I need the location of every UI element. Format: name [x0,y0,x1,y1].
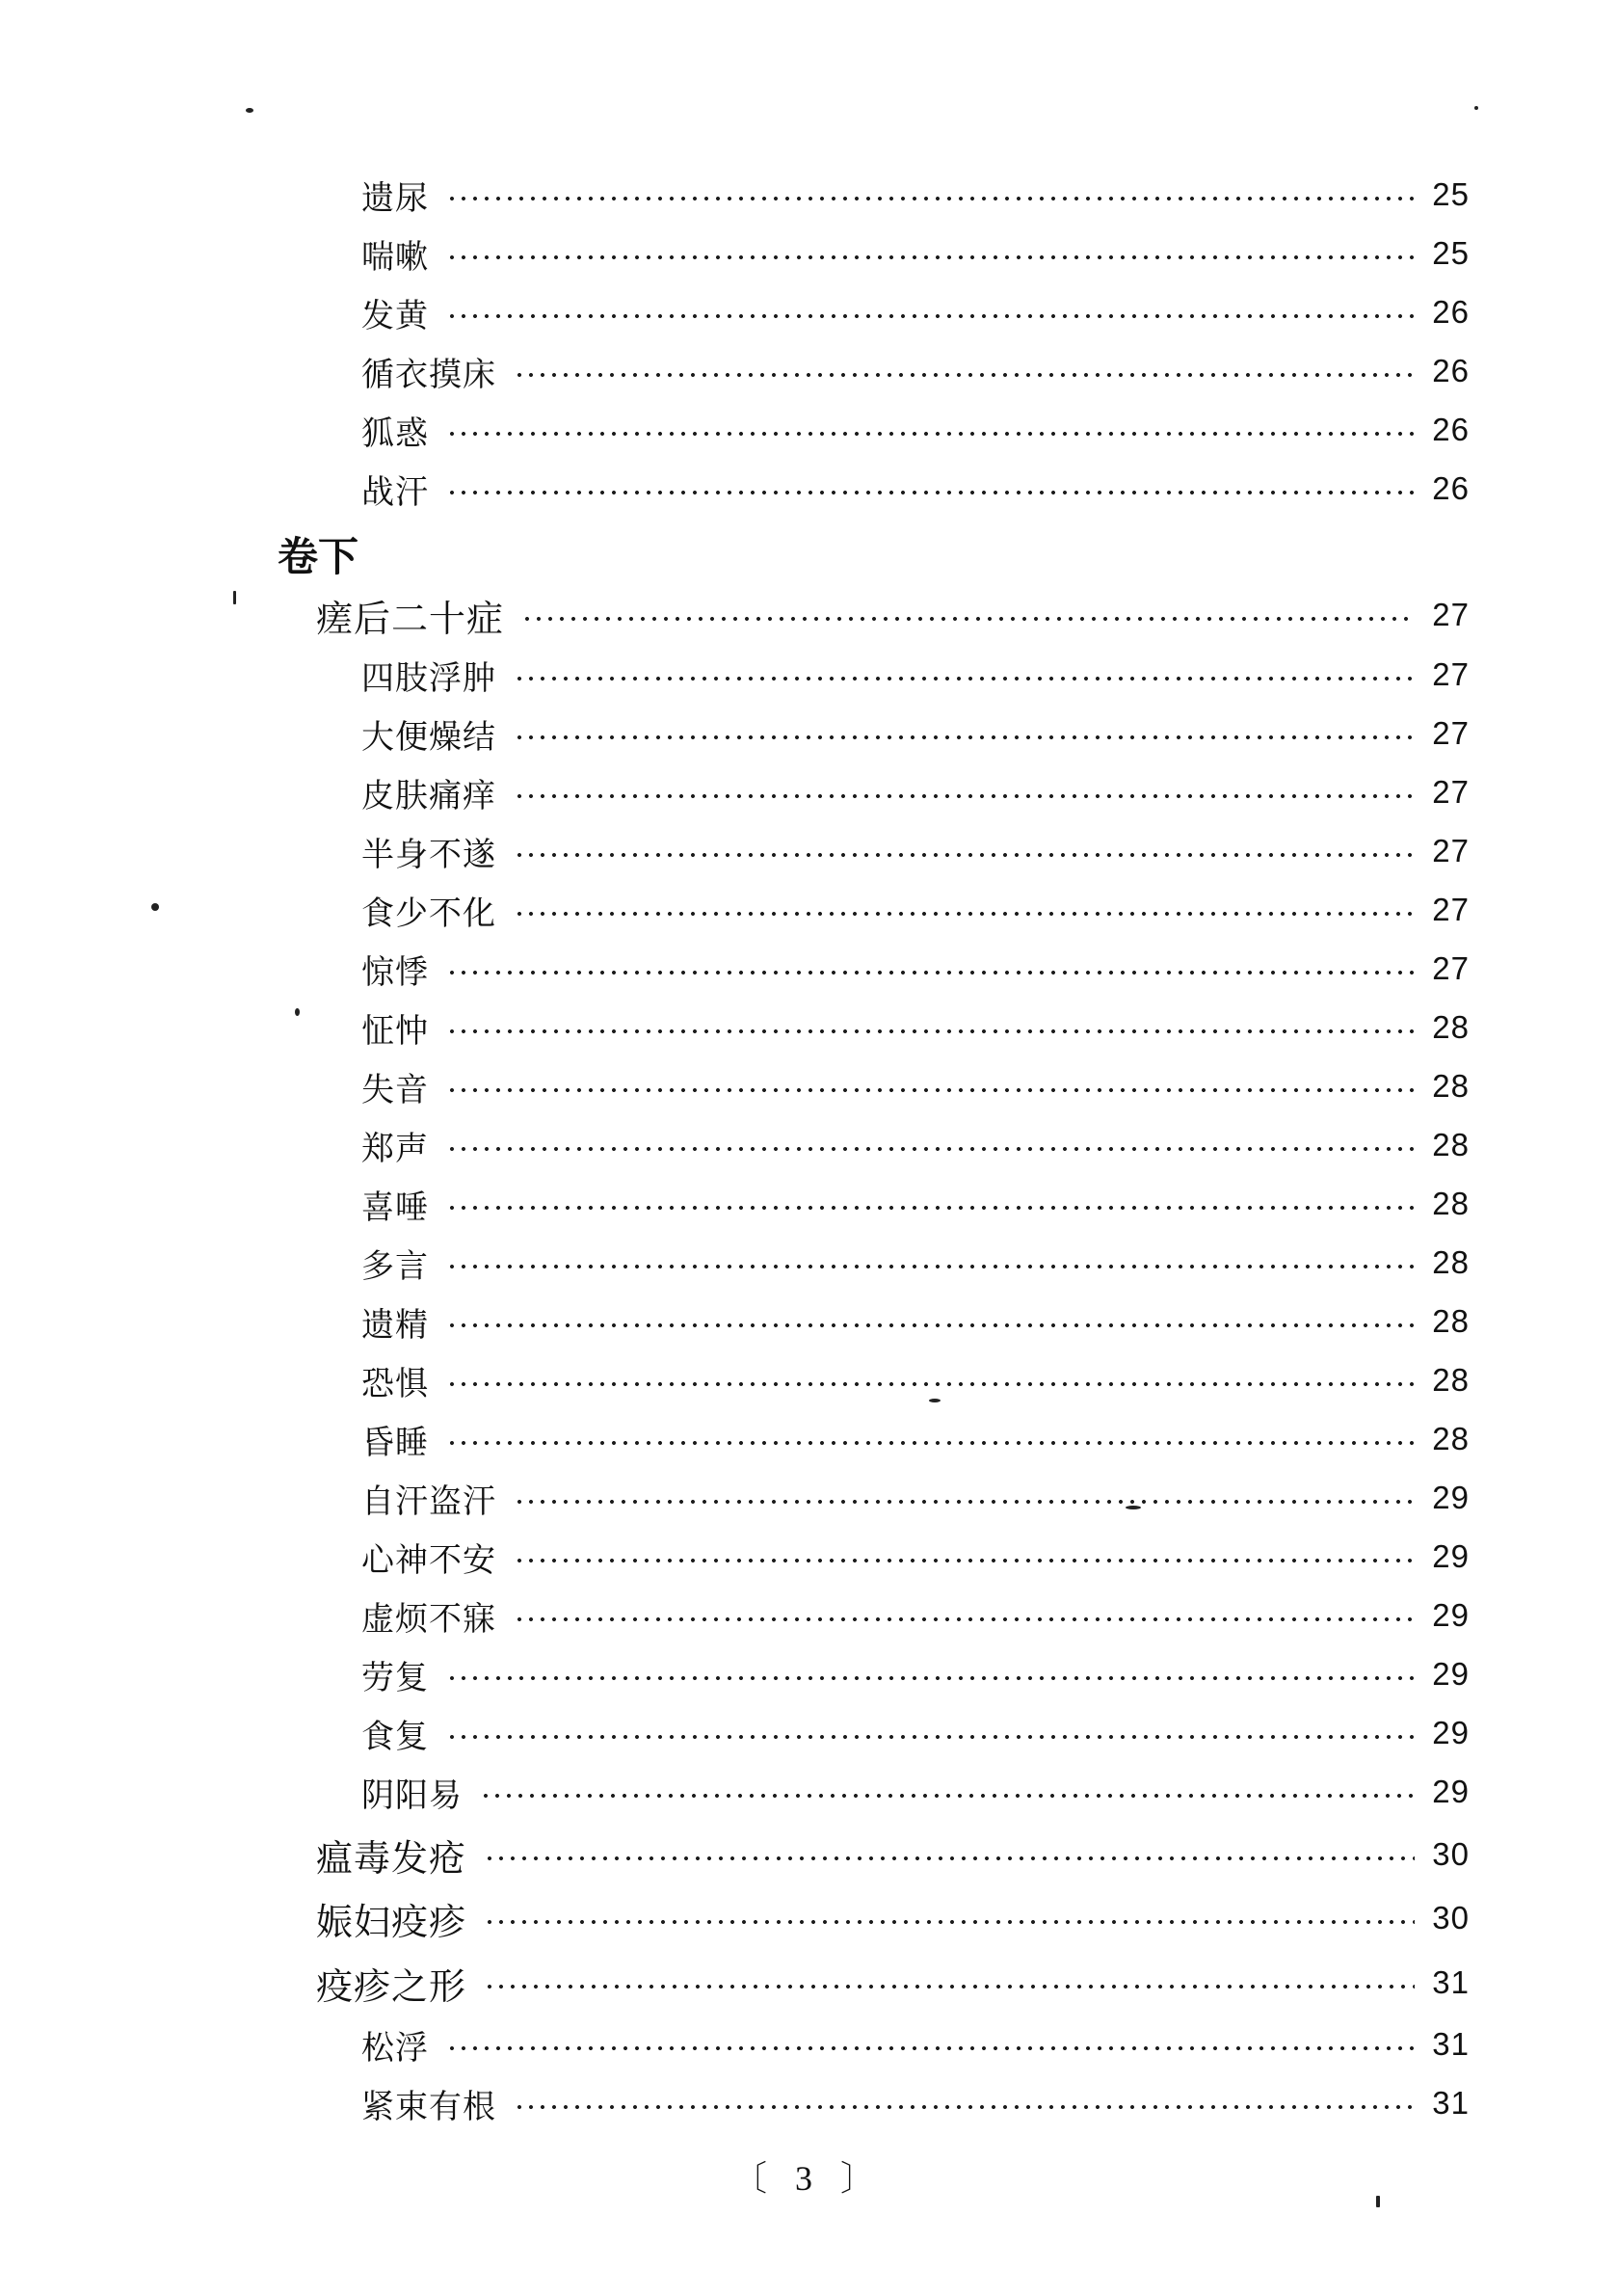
toc-entry-page: 28 [1432,1186,1470,1221]
toc-entry-label: 遗尿 [361,178,429,218]
dot-leader [514,793,1415,799]
dot-leader [484,1984,1415,1989]
toc-entry[interactable] [361,1649,1470,1699]
dot-leader [446,313,1415,319]
toc-entry-page: 30 [1432,1836,1470,1872]
toc-entry[interactable] [361,1120,1470,1170]
toc-entry[interactable] [361,1414,1470,1464]
dot-leader [484,1855,1415,1861]
toc-entry-label: 食复 [361,1717,429,1756]
toc-entry[interactable] [361,1708,1470,1758]
toc-entry-label: 郑声 [361,1129,429,1168]
toc-entry[interactable] [361,1532,1470,1582]
toc-entry[interactable] [361,708,1470,759]
toc-entry[interactable] [361,287,1470,337]
toc-entry-label: 怔忡 [361,1011,429,1051]
dot-leader [514,676,1415,681]
dot-leader [446,1440,1415,1446]
toc-entry-page: 31 [1432,2085,1470,2121]
toc-top-entry[interactable] [316,1829,1470,1880]
toc-entry-page: 28 [1432,1244,1470,1280]
dot-leader [521,616,1415,622]
dot-leader [446,1322,1415,1328]
toc-entry-label: 皮肤痛痒 [361,776,496,815]
scan-speck [295,1008,300,1016]
toc-entry-page: 31 [1432,2026,1470,2062]
dot-leader [446,254,1415,260]
toc-entry-page: 27 [1432,950,1470,986]
dot-leader [446,1146,1415,1152]
toc-entry-page: 26 [1432,353,1470,388]
toc-entry[interactable] [361,826,1470,876]
toc-entry[interactable] [361,650,1470,700]
toc-entry-label: 遗精 [361,1305,429,1345]
dot-leader [446,431,1415,437]
toc-entry-label: 战汗 [361,472,429,512]
dot-leader [446,970,1415,975]
toc-entry-page: 31 [1432,1964,1470,2000]
dot-leader [446,1205,1415,1211]
toc-entry-label: 四肢浮肿 [361,658,496,698]
dot-leader [484,1919,1415,1925]
toc-entry[interactable] [361,464,1470,514]
toc-entry-label: 昏睡 [361,1423,429,1462]
dot-leader [514,852,1415,858]
scan-speck [929,1399,941,1402]
scan-speck [1474,106,1478,110]
toc-entry[interactable] [361,885,1470,935]
toc-entry-label: 瘟毒发疮 [316,1836,467,1880]
toc-entry-label: 失音 [361,1070,429,1109]
toc-entry-label: 半身不遂 [361,835,496,874]
toc-top-entry[interactable] [316,1958,1470,2008]
toc-entry[interactable] [361,1002,1470,1053]
toc-entry[interactable] [361,1179,1470,1229]
toc-entry-page: 25 [1432,176,1470,212]
toc-entry-label: 惊悸 [361,952,429,992]
toc-entry-label: 紧束有根 [361,2087,496,2126]
toc-entry[interactable] [361,1238,1470,1288]
toc-entry-page: 28 [1432,1127,1470,1162]
toc-entry[interactable] [361,1473,1470,1523]
dot-leader [514,734,1415,740]
toc-entry[interactable] [361,1355,1470,1405]
dot-leader [514,2104,1415,2110]
toc-entry-label: 食少不化 [361,894,496,933]
scan-speck [233,591,236,604]
toc-entry-page: 28 [1432,1068,1470,1104]
toc-entry-label: 恐惧 [361,1364,429,1403]
toc-entry-page: 28 [1432,1303,1470,1339]
toc-entry[interactable] [361,405,1470,455]
dot-leader [446,1734,1415,1740]
dot-leader [446,2045,1415,2051]
dot-leader [514,372,1415,378]
toc-entry-label: 喘嗽 [361,237,429,277]
dot-leader [514,1499,1415,1505]
toc-entry[interactable] [361,170,1470,220]
toc-entry-page: 25 [1432,235,1470,271]
toc-entry-page: 28 [1432,1362,1470,1398]
section-heading: 卷下 [278,533,359,580]
toc-entry-page: 27 [1432,892,1470,927]
toc-entry[interactable] [361,1767,1470,1817]
toc-entry-page: 27 [1432,774,1470,810]
toc-entry-page: 29 [1432,1774,1470,1809]
toc-entry-page: 29 [1432,1538,1470,1574]
dot-leader [446,490,1415,495]
toc-entry-label: 狐惑 [361,414,429,453]
scan-speck [1126,1506,1141,1509]
dot-leader [446,1675,1415,1681]
scan-speck [1376,2196,1380,2207]
toc-entry-label: 阴阳易 [361,1775,463,1815]
dot-leader [514,1558,1415,1563]
toc-heading-entry[interactable] [316,590,1470,640]
scan-speck [151,903,159,911]
toc-entry-label: 娠妇疫疹 [316,1900,467,1943]
dot-leader [514,911,1415,917]
toc-entry-label: 大便燥结 [361,717,496,757]
dot-leader [446,196,1415,201]
dot-leader [446,1028,1415,1034]
toc-entry-label: 瘥后二十症 [316,597,505,640]
toc-entry-page: 30 [1432,1900,1470,1936]
toc-entry[interactable] [361,767,1470,817]
page-number: 〔 3 〕 [731,2159,885,2198]
dot-leader [446,1087,1415,1093]
toc-entry-page: 27 [1432,833,1470,868]
toc-entry[interactable] [361,346,1470,396]
toc-entry-page: 27 [1432,656,1470,692]
toc-entry[interactable] [361,944,1470,994]
toc-entry-label: 心神不安 [361,1540,496,1580]
toc-entry-label: 松浮 [361,2028,429,2068]
dot-leader [446,1264,1415,1269]
toc-entry-label: 多言 [361,1246,429,1286]
toc-entry-label: 疫疹之形 [316,1964,467,2008]
toc-entry[interactable] [361,1590,1470,1641]
toc-entry[interactable] [361,228,1470,279]
toc-entry-page: 26 [1432,294,1470,330]
toc-entry-label: 自汗盗汗 [361,1482,496,1521]
toc-entry-label: 循衣摸床 [361,355,496,394]
toc-entry-page: 28 [1432,1421,1470,1456]
toc-entry[interactable] [361,1061,1470,1111]
scan-speck [246,108,253,113]
toc-top-entry[interactable] [316,1893,1470,1943]
toc-entry-label: 虚烦不寐 [361,1599,496,1639]
toc-entry-page: 26 [1432,412,1470,447]
toc-entry-page: 29 [1432,1480,1470,1515]
toc-entry-label: 发黄 [361,296,429,335]
toc-entry-page: 29 [1432,1597,1470,1633]
toc-entry-page: 27 [1432,597,1470,632]
toc-entry-label: 劳复 [361,1658,429,1697]
toc-entry[interactable] [361,1296,1470,1347]
dot-leader [446,1381,1415,1387]
toc-entry-label: 喜唾 [361,1188,429,1227]
toc-entry[interactable] [361,2078,1470,2128]
dot-leader [480,1793,1415,1799]
toc-entry-page: 28 [1432,1009,1470,1045]
toc-entry-page: 29 [1432,1656,1470,1692]
toc-entry-page: 27 [1432,715,1470,751]
dot-leader [514,1616,1415,1622]
toc-entry-page: 26 [1432,470,1470,506]
toc-entry[interactable] [361,2019,1470,2069]
toc-entry-page: 29 [1432,1715,1470,1750]
